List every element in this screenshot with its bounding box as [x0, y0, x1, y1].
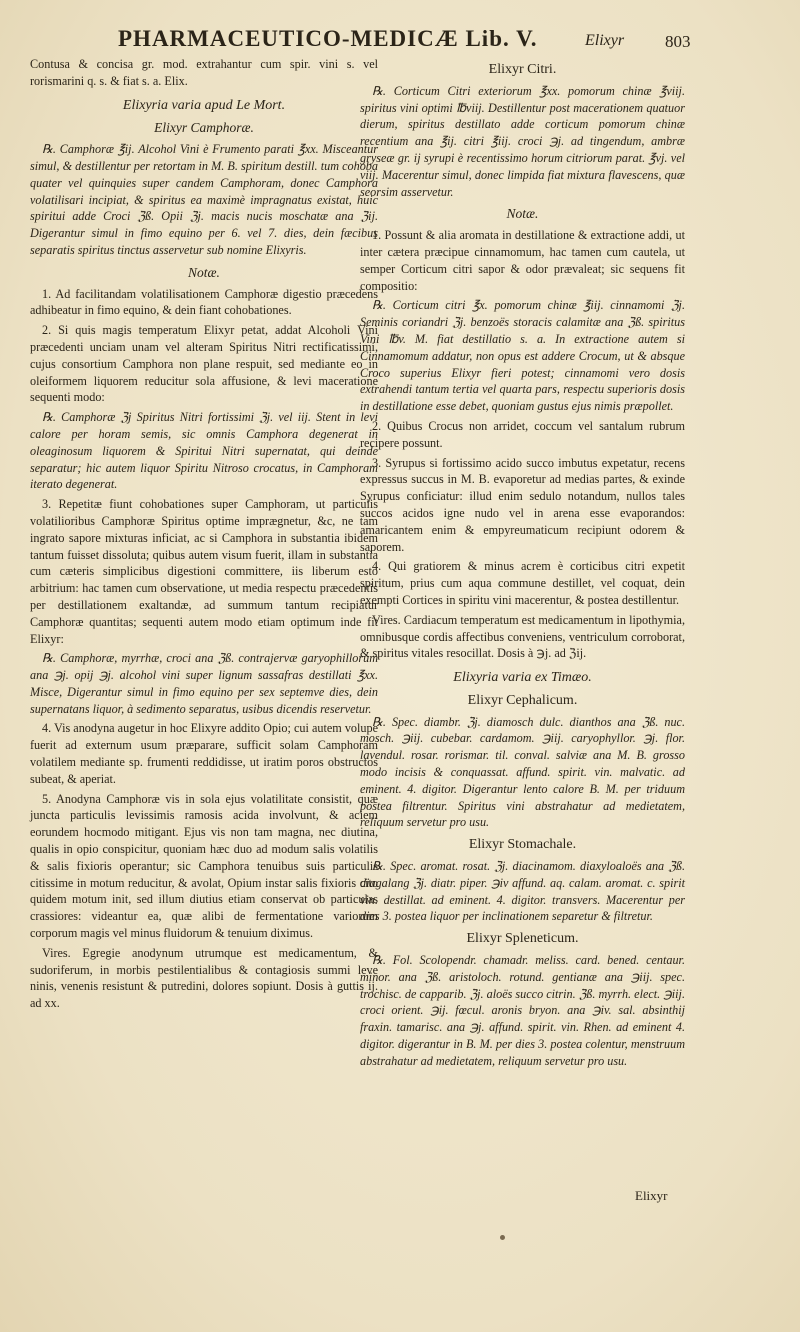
- sub-heading: Elixyr Cephalicum.: [467, 692, 578, 708]
- sub-heading: Elixyr Stomachale.: [468, 837, 577, 853]
- note-paragraph: 1. Ad facilitandam volatilisationem Camphoræ digestio præcedens adhibeatur in fimo equino, & dein fiant cohobationes.: [30, 286, 378, 318]
- left-column: [30, 56, 378, 1015]
- sub-heading: Elixyr Citri.: [488, 62, 557, 77]
- note-paragraph: 5. Anodyna Camphoræ vis in sola ejus volatilitate consistit, quæ juncta particulis levissimis ramosis acida involvunt, & aciem eorundem hocmodo mitigant. Ejus vis non tam magna, nec diutina, qualis in opio conspicitur, quoniam hæc duo ad modum salis volatilis & salis fixioris operantur; sic Camphora tenuibus suis particulis citissime in motum reducitur, & avolat, Opium instar salis fixioris cito quidem motum init, sed illum diutius etiam conservat ob particulas crassiores: videantur ea, quæ alibi de fermentatione variorum corporum magis vel minus fluidorum & tenuium diximus.: [30, 791, 378, 941]
- running-title: PHARMACEUTICO-MEDICÆ Lib. V.: [118, 26, 538, 51]
- recipe-text: ℞. Spec. diambr. ℨj. diamosch dulc. dianthos ana ℨß. nuc. mosch. ℈iij. cubebar. cardamom. ℈iij. caryophyllor. ℈j. flor. lavendul. rosar. rorismar. til. conval. salviæ ana M. B. grosso modo incisis & conquassat. affund. spirit. vin. malvatic. ad eminent. 4. digitor. Digerantur lento calore B. M. per triduum postea filtrentur. Spiritus vini abstrahatur ad medietatem, reliquum servetur pro usu.: [360, 714, 685, 830]
- recipe-text: ℞. Corticum citri ℥x. pomorum chinæ ℥iij. cinnamomi ℨj. Seminis coriandri ℨj. benzoës storacis calamitæ ana ℨß. spiritus Vini ℔v. M. fiat destillatio s. a. In extractione autem si Cinnamomum addatur, non opus est addere Crocum, ut & absque Croco superius Elixyr fieri potest; cinnamomi vero dosis extrahendi tantum tertia vel quarta pars, respectu superioris dosis in destillatione esse debet, quoniam gustus ejus nimis præpollet.: [360, 298, 685, 414]
- note-paragraph: 2. Si quis magis temperatum Elixyr petat, addat Alcoholi Vini præcedenti unciam unam vel alteram Spiritus Nitri rectificatissimi, cujus consortium Camphora non plane respuit, sed mediante eo in oleiformem liquorem reducitur sola affusione, & levi maceratione sequenti modo:: [30, 323, 378, 405]
- note-paragraph: 3. Syrupus si fortissimo acido succo imbutus expetatur, recens expressus succus in M. B. evaporetur ad medias partes, & exinde Syrupus conficiatur: illud enim sedulo notandum, nullos tales succos acidos igne nudo vel in arena esse evaporandos: amaricantem enim & empyreumaticum recipiunt odorem & saporem.: [360, 455, 685, 554]
- recipe-text: ℞. Spec. aromat. rosat. ℨj. diacinamom. diaxyloaloës ana ℨß. diagalang ℨj. diatr. piper. ℈iv affund. aq. calam. aromat. c. spirit vin. destillat. ad eminent. 4. digitor. transvers. Macerentur per dies 3. postea liquor per inclinationem separetur & filtretur.: [360, 859, 685, 924]
- intro-text: Contusa & concisa gr. mod. extrahantur cum spir. vini s. vel rorismarini q. s. & fiat s. a. Elix.: [30, 57, 378, 88]
- notae-heading: Notæ.: [506, 206, 539, 222]
- note-paragraph: 4. Qui gratiorem & minus acrem è corticibus citri expetit spiritum, prius cum aqua commune destillet, vel coquat, dein exempti Cortices in spiritu vini macerentur, & postea destillentur.: [360, 559, 685, 607]
- page-header: [40, 26, 780, 60]
- right-column: [360, 56, 685, 1073]
- paper-spot: [500, 1235, 505, 1240]
- recipe-text: ℞. Camphoræ ℨj Spiritus Nitri fortissimi ℨj. vel iij. Stent in levi calore per horam semis, sic omnis Camphora degenerat in oleaginosum liquorem & Spiritui Nitri supernatat, qui deinde separatur; hic autem liquor Spiritu Nitroso crocatus, in Camphoram iterato degenerat.: [30, 410, 378, 492]
- section-heading: Elixyria varia ex Timæo.: [453, 670, 592, 686]
- recipe-text: ℞. Fol. Scolopendr. chamadr. meliss. card. bened. centaur. minor. ana ℨß. aristoloch. rotund. gentianæ ana ℈iij. spec. trochisc. de capparib. ℨj. aloës succo citrin. ℨß. myrrh. elect. ℈iij. croci orient. ℈ij. fœcul. aronis bryon. ana ℈iv. sal. absinthij fraxin. tamarisc. ana ℈j. affund. spirit. vin. Rhen. ad eminent 4. digitor. digerantur in B. M. per dies 3. postea colentur, menstruum abstrahatur ad medietatem, reliquum servetur pro usu.: [360, 953, 685, 1068]
- vires-paragraph: Vires. Egregie anodynum utrumque est medicamentum, & sudoriferum, in morbis pestilentialibus & contagiosis summi leve ninis, venenis resistunt & putredini, dolores sopiunt. Dosis à guttis ij. ad xx.: [30, 945, 378, 1011]
- note-paragraph: 3. Repetitæ fiunt cohobationes super Camphoram, ut particulis volatilioribus Camphoræ Spiritus optime imprægnetur, &c, ne tam ingrato sapore mixturas inficiat, ac si Camphora in substantia ibidem tantum fuisset dissoluta; quibus autem visum fuerit, illam in substantia cum cæteris simplicibus digestioni committere, iis liberum esto arbitrium: hac tamen cum observatione, ut media respectu præcedentis per destillationem exaltandæ, ad summum tantum recipiatur Camphoræ quantitas; sequenti autem modo etiam optimum inde fit Elixyr:: [30, 497, 378, 646]
- page-number: 803: [665, 32, 691, 51]
- section-heading: Elixyria varia apud Le Mort.: [122, 97, 286, 113]
- recipe-text: ℞. Camphoræ ℥ij. Alcohol Vini è Frumento parati ℥xx. Misceantur simul, & destillentur per retortam in M. B. spiritum destill. tum cohoba quater vel quinquies super candem Camphoram, donec Camphora volatilisari incipiat, & spiritus ea maximè impragnatus existat, huic spiritui adde Croci ℨß. Opii ℨj. macis nucis moschatæ ana ℨij. Digerantur simul in fimo equino per 6. vel 7. dies, dein fæcibus separatis spiritus tinctus asservetur sub nomine Elixyris.: [30, 142, 378, 257]
- running-right-title: Elixyr: [585, 32, 625, 49]
- sub-heading: Elixyr Camphoræ.: [154, 120, 254, 136]
- catchword: Elixyr: [635, 1188, 668, 1203]
- note-paragraph: 4. Vis anodyna augetur in hoc Elixyre addito Opio; cui autem volupe fuerit ad externum usum præparare, sufficit solam Camphoram volatilem mediante sp. frumenti reddidisse, ut iratim poros obstructos subeat, & aperiat.: [30, 721, 378, 786]
- recipe-text: ℞. Camphoræ, myrrhæ, croci ana ℨß. contrajervæ garyophillorum ana ℈j. opij ℈j. alcohol vini super lignum sassafras destillati ℥xx. Misce, Digerantur simul in fimo equino per sex septemve dies, dein supernatans liquor, à sedimento separatus, usibus dicendis reservetur.: [30, 651, 378, 716]
- sub-heading: Elixyr Spleneticum.: [466, 931, 579, 947]
- note-paragraph: 1. Possunt & alia aromata in destillatione & extractione addi, ut inter cætera præcipue cinnamomum, hac tamen cum cautela, ut semper Corticum citri sapor & odor prævaleat; sic sequens fit compositio:: [360, 228, 685, 293]
- recipe-text: ℞. Corticum Citri exteriorum ℥xx. pomorum chinæ ℥viij. spiritus vini optimi ℔viij. Destillentur post macerationem quatuor dierum, spiritus destillato adde corticum pomorum chinæ recentium ana ℥ij. citri ℥iij. croci ℈j. ad tingendum, ambræ gryseæ gr. ij syrupi è recentissimo horum citriorum parat. ℥vj. vel viij. Macerentur simul, donec limpida fiat mixtura flavescens, quæ seorsim asservetur.: [360, 83, 685, 199]
- vires-paragraph: Vires. Cardiacum temperatum est medicamentum in lipothymia, omnibusque cordis affectibus conveniens, ventriculum corroborat, & spiritus vitales resocillat. Dosis à ℈j. ad ℨij.: [360, 612, 685, 661]
- notae-heading: Notæ.: [188, 264, 220, 280]
- note-paragraph: 2. Quibus Crocus non arridet, coccum vel santalum rubrum recipere possunt.: [360, 418, 685, 450]
